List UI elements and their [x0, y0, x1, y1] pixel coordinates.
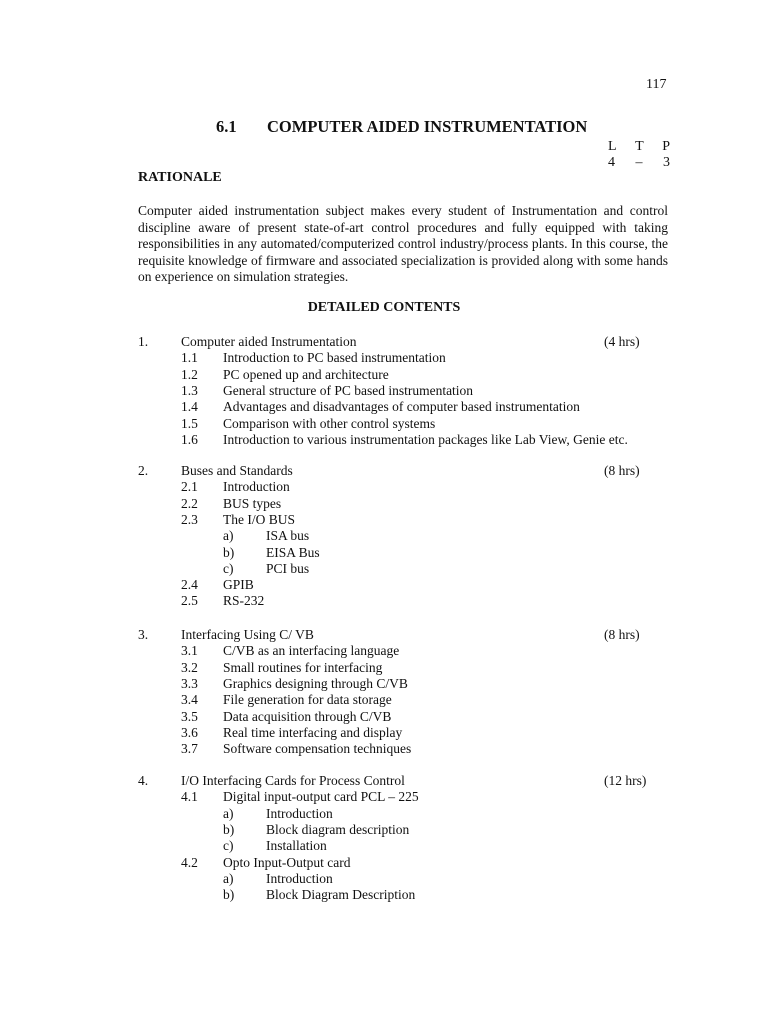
subtopic-text: PCI bus	[266, 560, 310, 576]
ltp-label-p: P	[662, 139, 670, 154]
topic-text: RS-232	[223, 593, 265, 609]
chapter-title: Buses and Standards	[181, 463, 293, 478]
chapter-row	[0, 773, 768, 789]
topic-text: Comparison with other control systems	[223, 415, 436, 431]
subtopic-row	[0, 887, 768, 903]
subtopic-text: Installation	[266, 838, 327, 854]
subtopic-row	[0, 838, 768, 854]
subtopic-letter: a)	[223, 528, 234, 544]
subtopic-row	[0, 871, 768, 887]
topic-text: Introduction to various instrumentation packages like Lab View, Genie etc.	[223, 431, 628, 447]
topic-number: 2.3	[181, 511, 198, 527]
topic-text: Introduction	[223, 479, 290, 495]
chapter-row	[0, 627, 768, 643]
topic-row	[0, 709, 768, 725]
subtopic-text: EISA Bus	[266, 544, 320, 560]
topic-number: 2.1	[181, 479, 198, 495]
ltp-value-l: 4	[608, 155, 615, 170]
ltp-label-t: T	[635, 139, 644, 154]
subtopic-letter: b)	[223, 544, 235, 560]
chapter-hours: (8 hrs)	[604, 463, 640, 478]
topic-text: Small routines for interfacing	[223, 659, 383, 675]
topic-number: 4.2	[181, 854, 198, 870]
topic-text: The I/O BUS	[223, 511, 295, 527]
topic-row	[0, 725, 768, 741]
topic-number: 3.5	[181, 708, 198, 724]
section-number: 6.1	[216, 117, 237, 136]
chapter-title: I/O Interfacing Cards for Process Control	[181, 773, 405, 788]
topic-number: 2.5	[181, 593, 198, 609]
chapter-title: Interfacing Using C/ VB	[181, 627, 314, 642]
topic-row	[0, 593, 768, 609]
topic-number: 4.1	[181, 789, 198, 805]
subtopic-letter: b)	[223, 887, 235, 903]
topic-text: Software compensation techniques	[223, 741, 412, 757]
topic-text: Graphics designing through C/VB	[223, 675, 408, 691]
chapter-number: 3.	[138, 627, 149, 642]
topic-row	[0, 512, 768, 528]
subtopic-letter: a)	[223, 870, 234, 886]
topic-row	[0, 855, 768, 871]
topic-text: C/VB as an interfacing language	[223, 643, 400, 659]
chapter-hours: (8 hrs)	[604, 627, 640, 642]
chapter-hours: (12 hrs)	[604, 773, 647, 788]
topic-text: Data acquisition through C/VB	[223, 708, 392, 724]
topic-text: Digital input-output card PCL – 225	[223, 789, 419, 805]
topic-number: 3.7	[181, 741, 198, 757]
topic-row	[0, 399, 768, 415]
topic-row	[0, 350, 768, 366]
subtopic-text: Introduction	[266, 870, 333, 886]
topic-number: 1.1	[181, 350, 198, 366]
topic-row	[0, 367, 768, 383]
detailed-contents-title: DETAILED CONTENTS	[307, 300, 461, 315]
chapter-row	[0, 463, 768, 479]
subtopic-letter: a)	[223, 805, 234, 821]
ltp-value-t: –	[635, 155, 643, 170]
topic-row	[0, 577, 768, 593]
topic-text: General structure of PC based instrumentation	[223, 382, 474, 398]
ltp-values	[608, 155, 670, 171]
subtopic-letter: c)	[223, 560, 234, 576]
topic-number: 1.2	[181, 366, 198, 382]
topic-number: 3.1	[181, 643, 198, 659]
topic-number: 1.5	[181, 415, 198, 431]
subtopic-row	[0, 561, 768, 577]
topic-text: GPIB	[223, 577, 254, 593]
subtopic-text: Introduction	[266, 805, 333, 821]
topic-text: BUS types	[223, 495, 282, 511]
topic-row	[0, 496, 768, 512]
topic-number: 3.4	[181, 692, 198, 708]
topic-row	[0, 383, 768, 399]
topic-number: 3.2	[181, 659, 198, 675]
subtopic-row	[0, 822, 768, 838]
subtopic-text: ISA bus	[266, 528, 310, 544]
topic-text: File generation for data storage	[223, 692, 392, 708]
topic-row	[0, 416, 768, 432]
ltp-labels	[608, 139, 670, 155]
subtopic-letter: b)	[223, 821, 235, 837]
topic-text: Introduction to PC based instrumentation	[223, 350, 446, 366]
rationale-title: RATIONALE	[138, 170, 222, 185]
topic-number: 1.6	[181, 431, 198, 447]
topic-number: 3.3	[181, 675, 198, 691]
page-number: 117	[646, 77, 667, 92]
topic-text: Opto Input-Output card	[223, 854, 351, 870]
topic-row	[0, 741, 768, 757]
chapter-number: 4.	[138, 773, 149, 788]
topic-row	[0, 660, 768, 676]
topic-row	[0, 432, 768, 448]
topic-number: 2.2	[181, 495, 198, 511]
topic-row	[0, 643, 768, 659]
topic-number: 2.4	[181, 577, 198, 593]
topic-row	[0, 479, 768, 495]
subtopic-text: Block Diagram Description	[266, 887, 416, 903]
topic-text: Advantages and disadvantages of computer based instrumentation	[223, 399, 580, 415]
subtopic-row	[0, 528, 768, 544]
subtopic-text: Block diagram description	[266, 821, 410, 837]
topic-text: Real time interfacing and display	[223, 724, 403, 740]
chapter-row	[0, 334, 768, 350]
topic-row	[0, 789, 768, 805]
chapter-hours: (4 hrs)	[604, 334, 640, 349]
chapter-title: Computer aided Instrumentation	[181, 334, 357, 349]
topic-number: 3.6	[181, 724, 198, 740]
subtopic-row	[0, 545, 768, 561]
chapter-number: 2.	[138, 463, 149, 478]
topic-number: 1.4	[181, 399, 198, 415]
ltp-value-p: 3	[663, 155, 670, 170]
topic-text: PC opened up and architecture	[223, 366, 389, 382]
topic-number: 1.3	[181, 382, 198, 398]
subtopic-row	[0, 806, 768, 822]
subtopic-letter: c)	[223, 838, 234, 854]
rationale-body: Computer aided instrumentation subject makes every student of Instrumentation and control discipline aware of present state-of-art control procedures and fully equipped with taking responsibilities in any automated/computerized control industry/process plants. In this course, the requisite knowledge of firmware and associated specialization is provided along with some hands on experience on simulation strategies.	[138, 203, 668, 284]
ltp-label-l: L	[608, 139, 617, 154]
section-title: COMPUTER AIDED INSTRUMENTATION	[267, 117, 588, 136]
chapter-number: 1.	[138, 334, 149, 349]
topic-row	[0, 692, 768, 708]
topic-row	[0, 676, 768, 692]
